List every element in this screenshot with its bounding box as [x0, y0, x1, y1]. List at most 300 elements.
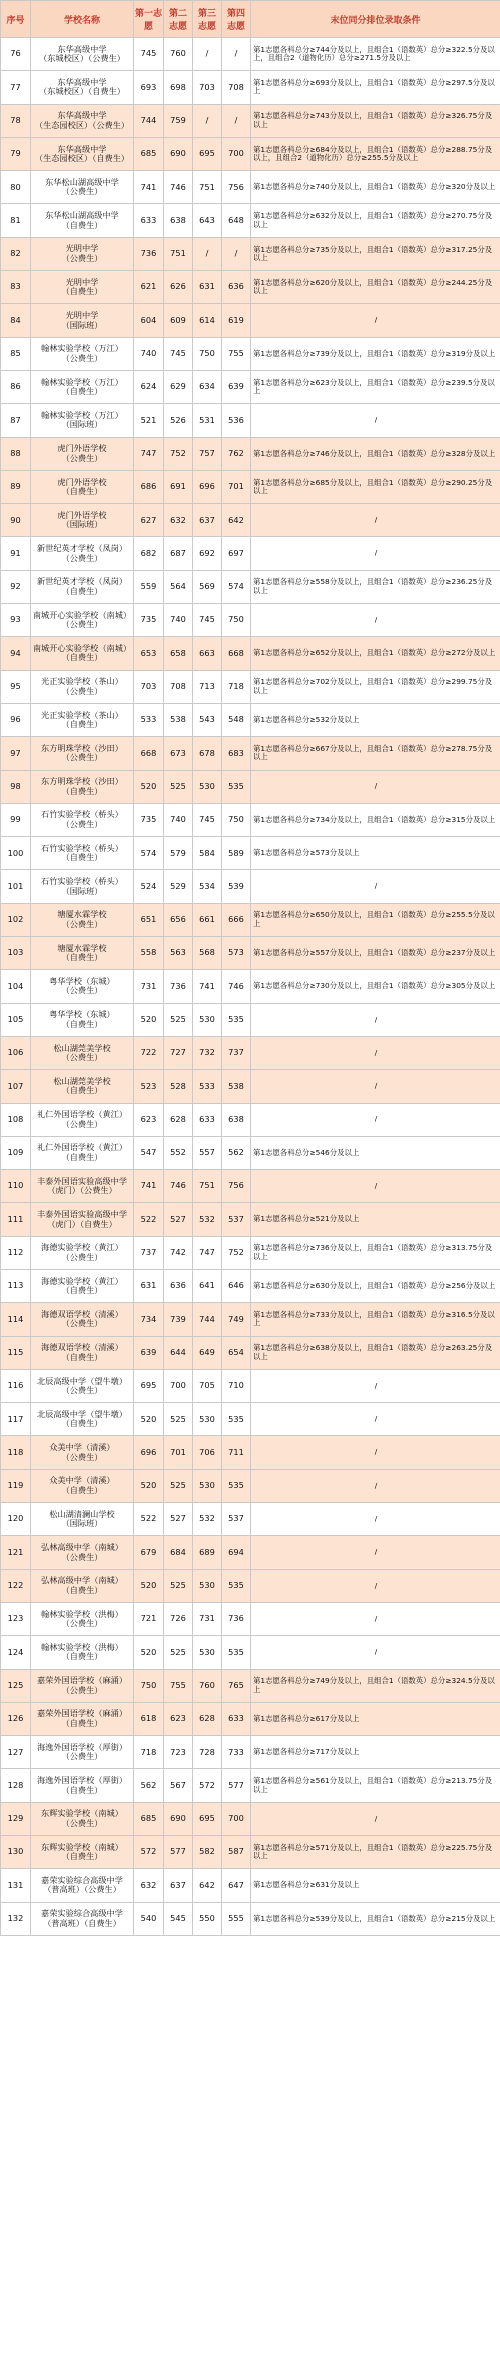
table-row	[1, 737, 500, 770]
cell-choice-1: 741	[134, 1170, 164, 1203]
cell-choice-2: 684	[164, 1536, 193, 1569]
cell-school: 东华高级中学 （生态园校区）（公费生）	[31, 104, 134, 137]
cell-index: 96	[1, 703, 31, 736]
cell-school: 松山湖莞美学校 （公费生）	[31, 1036, 134, 1069]
cell-tiebreak-condition: /	[251, 1802, 500, 1835]
cell-choice-4: 535	[222, 1003, 251, 1036]
cell-choice-1: 703	[134, 670, 164, 703]
cell-choice-2: 752	[164, 437, 193, 470]
cell-choice-4: 697	[222, 537, 251, 570]
cell-index: 76	[1, 38, 31, 71]
cell-school: 光明中学 （公费生）	[31, 237, 134, 270]
cell-index: 131	[1, 1869, 31, 1902]
cell-index: 77	[1, 71, 31, 104]
cell-choice-2: 638	[164, 204, 193, 237]
cell-tiebreak-condition: 第1志愿各科总分≥571分及以上，且组合1（语数英）总分≥225.75分及以上	[251, 1836, 500, 1869]
cell-choice-3: 557	[193, 1136, 222, 1169]
cell-tiebreak-condition: 第1志愿各科总分≥650分及以上，且组合1（语数英）总分≥255.5分及以上	[251, 903, 500, 936]
cell-tiebreak-condition: 第1志愿各科总分≥557分及以上，且组合1（语数英）总分≥237分及以上	[251, 937, 500, 970]
cell-choice-4: 718	[222, 670, 251, 703]
cell-choice-4: 752	[222, 1236, 251, 1269]
cell-tiebreak-condition: 第1志愿各科总分≥736分及以上，且组合1（语数英）总分≥313.75分及以上	[251, 1236, 500, 1269]
cell-choice-4: 538	[222, 1070, 251, 1103]
cell-index: 127	[1, 1736, 31, 1769]
cell-index: 122	[1, 1569, 31, 1602]
cell-choice-3: 642	[193, 1869, 222, 1902]
header-choice-3: 第三志愿	[193, 1, 222, 38]
cell-choice-1: 745	[134, 38, 164, 71]
cell-index: 91	[1, 537, 31, 570]
table-row	[1, 1702, 500, 1735]
cell-choice-2: 742	[164, 1236, 193, 1269]
cell-choice-4: 548	[222, 703, 251, 736]
cell-choice-2: 628	[164, 1103, 193, 1136]
cell-choice-2: 690	[164, 1802, 193, 1835]
cell-choice-2: 701	[164, 1436, 193, 1469]
cell-choice-4: 668	[222, 637, 251, 670]
cell-tiebreak-condition: 第1志愿各科总分≥735分及以上，且组合1（语数英）总分≥317.25分及以上	[251, 237, 500, 270]
cell-tiebreak-condition: 第1志愿各科总分≥561分及以上，且组合1（语数英）总分≥213.75分及以上	[251, 1769, 500, 1802]
cell-choice-2: 525	[164, 1636, 193, 1669]
cell-choice-4: 537	[222, 1503, 251, 1536]
cell-tiebreak-condition: /	[251, 1070, 500, 1103]
cell-index: 105	[1, 1003, 31, 1036]
cell-choice-3: 706	[193, 1436, 222, 1469]
cell-choice-4: 535	[222, 1469, 251, 1502]
cell-choice-1: 559	[134, 570, 164, 603]
cell-school: 礼仁外国语学校（黄江） （自费生）	[31, 1136, 134, 1169]
cell-tiebreak-condition: 第1志愿各科总分≥630分及以上，且组合1（语数英）总分≥256分及以上	[251, 1269, 500, 1302]
cell-choice-2: 528	[164, 1070, 193, 1103]
cell-choice-1: 735	[134, 803, 164, 836]
cell-choice-3: 663	[193, 637, 222, 670]
table-row	[1, 604, 500, 637]
cell-tiebreak-condition: /	[251, 504, 500, 537]
cell-choice-3: 533	[193, 1070, 222, 1103]
cell-tiebreak-condition: /	[251, 1469, 500, 1502]
cell-choice-1: 522	[134, 1203, 164, 1236]
cell-choice-4: 536	[222, 404, 251, 437]
cell-choice-3: 628	[193, 1702, 222, 1735]
cell-index: 79	[1, 137, 31, 170]
cell-index: 106	[1, 1036, 31, 1069]
cell-school: 粤华学校（东城） （公费生）	[31, 970, 134, 1003]
cell-choice-4: 737	[222, 1036, 251, 1069]
cell-choice-3: 550	[193, 1902, 222, 1935]
cell-choice-2: 538	[164, 703, 193, 736]
cell-choice-3: 530	[193, 1003, 222, 1036]
cell-choice-4: 749	[222, 1303, 251, 1336]
cell-index: 82	[1, 237, 31, 270]
cell-choice-3: 568	[193, 937, 222, 970]
cell-school: 海德双语学校（清溪） （自费生）	[31, 1336, 134, 1369]
cell-tiebreak-condition: 第1志愿各科总分≥734分及以上，且组合1（语数英）总分≥315分及以上	[251, 803, 500, 836]
cell-index: 116	[1, 1369, 31, 1402]
cell-index: 123	[1, 1602, 31, 1635]
cell-choice-4: 638	[222, 1103, 251, 1136]
cell-choice-4: 573	[222, 937, 251, 970]
cell-choice-1: 736	[134, 237, 164, 270]
table-row	[1, 1269, 500, 1302]
cell-choice-2: 526	[164, 404, 193, 437]
cell-tiebreak-condition: 第1志愿各科总分≥685分及以上，且组合1（语数英）总分≥290.25分及以上	[251, 470, 500, 503]
cell-choice-3: 572	[193, 1769, 222, 1802]
table-row	[1, 1902, 500, 1935]
cell-choice-3: 614	[193, 304, 222, 337]
cell-choice-2: 632	[164, 504, 193, 537]
table-row	[1, 837, 500, 870]
cell-school: 新世纪英才学校（凤岗） （自费生）	[31, 570, 134, 603]
cell-choice-3: 633	[193, 1103, 222, 1136]
cell-choice-4: 762	[222, 437, 251, 470]
cell-choice-3: 695	[193, 137, 222, 170]
cell-school: 东华松山湖高级中学 （公费生）	[31, 171, 134, 204]
cell-choice-4: 539	[222, 870, 251, 903]
cell-index: 92	[1, 570, 31, 603]
cell-tiebreak-condition: 第1志愿各科总分≥740分及以上，且组合1（语数英）总分≥320分及以上	[251, 171, 500, 204]
cell-choice-2: 529	[164, 870, 193, 903]
cell-school: 光正实验学校（茶山） （自费生）	[31, 703, 134, 736]
cell-index: 100	[1, 837, 31, 870]
cell-choice-2: 708	[164, 670, 193, 703]
cell-choice-3: 543	[193, 703, 222, 736]
table-row	[1, 1436, 500, 1469]
cell-choice-3: 532	[193, 1503, 222, 1536]
cell-school: 嘉荣外国语学校（麻涌） （自费生）	[31, 1702, 134, 1735]
cell-choice-3: 751	[193, 1170, 222, 1203]
cell-school: 东华高级中学 （东城校区）（公费生）	[31, 38, 134, 71]
cell-choice-3: 532	[193, 1203, 222, 1236]
table-row	[1, 770, 500, 803]
cell-choice-3: 641	[193, 1269, 222, 1302]
cell-index: 128	[1, 1769, 31, 1802]
cell-choice-2: 746	[164, 171, 193, 204]
cell-choice-4: 708	[222, 71, 251, 104]
cell-index: 86	[1, 370, 31, 403]
table-row	[1, 171, 500, 204]
cell-choice-3: 747	[193, 1236, 222, 1269]
cell-tiebreak-condition: 第1志愿各科总分≥749分及以上，且组合1（语数英）总分≥324.5分及以上	[251, 1669, 500, 1702]
cell-choice-3: 741	[193, 970, 222, 1003]
cell-tiebreak-condition: /	[251, 1403, 500, 1436]
cell-school: 东辉实验学校（南城） （公费生）	[31, 1802, 134, 1835]
cell-choice-3: 530	[193, 1636, 222, 1669]
cell-choice-4: 535	[222, 1569, 251, 1602]
cell-school: 嘉荣实验综合高级中学 （普高班）（自费生）	[31, 1902, 134, 1935]
cell-choice-4: 746	[222, 970, 251, 1003]
cell-index: 126	[1, 1702, 31, 1735]
cell-choice-3: 705	[193, 1369, 222, 1402]
cell-choice-2: 525	[164, 1569, 193, 1602]
cell-choice-2: 626	[164, 271, 193, 304]
cell-index: 117	[1, 1403, 31, 1436]
cell-index: 90	[1, 504, 31, 537]
cell-choice-1: 521	[134, 404, 164, 437]
cell-choice-4: 701	[222, 470, 251, 503]
table-row	[1, 937, 500, 970]
cell-choice-1: 679	[134, 1536, 164, 1569]
cell-tiebreak-condition: /	[251, 1503, 500, 1536]
cell-choice-1: 572	[134, 1836, 164, 1869]
cell-tiebreak-condition: /	[251, 1536, 500, 1569]
cell-choice-4: 562	[222, 1136, 251, 1169]
cell-tiebreak-condition: 第1志愿各科总分≥652分及以上，且组合1（语数英）总分≥272分及以上	[251, 637, 500, 670]
cell-school: 松山湖莞美学校 （自费生）	[31, 1070, 134, 1103]
cell-school: 东华松山湖高级中学 （自费生）	[31, 204, 134, 237]
cell-school: 丰泰外国语实验高级中学 （虎门）（自费生）	[31, 1203, 134, 1236]
cell-choice-3: 696	[193, 470, 222, 503]
cell-choice-1: 540	[134, 1902, 164, 1935]
cell-tiebreak-condition: /	[251, 1636, 500, 1669]
cell-tiebreak-condition: /	[251, 1569, 500, 1602]
cell-index: 129	[1, 1802, 31, 1835]
cell-choice-4: 683	[222, 737, 251, 770]
cell-choice-2: 552	[164, 1136, 193, 1169]
cell-index: 102	[1, 903, 31, 936]
cell-choice-3: 751	[193, 171, 222, 204]
cell-tiebreak-condition: 第1志愿各科总分≥632分及以上，且组合1（语数英）总分≥270.75分及以上	[251, 204, 500, 237]
table-row	[1, 1636, 500, 1669]
cell-choice-2: 527	[164, 1203, 193, 1236]
cell-choice-1: 740	[134, 337, 164, 370]
cell-choice-1: 653	[134, 637, 164, 670]
cell-choice-2: 525	[164, 770, 193, 803]
cell-choice-2: 525	[164, 1403, 193, 1436]
cell-choice-2: 637	[164, 1869, 193, 1902]
cell-tiebreak-condition: /	[251, 1436, 500, 1469]
cell-choice-2: 656	[164, 903, 193, 936]
cell-choice-4: 700	[222, 1802, 251, 1835]
cell-school: 翰林实验学校（洪梅） （自费生）	[31, 1636, 134, 1669]
cell-index: 114	[1, 1303, 31, 1336]
cell-school: 北辰高级中学（望牛墩） （自费生）	[31, 1403, 134, 1436]
cell-index: 119	[1, 1469, 31, 1502]
table-row	[1, 1469, 500, 1502]
cell-choice-1: 682	[134, 537, 164, 570]
cell-choice-4: 756	[222, 171, 251, 204]
cell-choice-4: 633	[222, 1702, 251, 1735]
cell-choice-1: 639	[134, 1336, 164, 1369]
cell-tiebreak-condition: /	[251, 1036, 500, 1069]
header-tiebreak-condition: 末位同分排位录取条件	[251, 1, 500, 38]
cell-index: 115	[1, 1336, 31, 1369]
cell-choice-4: 642	[222, 504, 251, 537]
cell-index: 124	[1, 1636, 31, 1669]
cell-tiebreak-condition: 第1志愿各科总分≥693分及以上，且组合1（语数英）总分≥297.5分及以上	[251, 71, 500, 104]
cell-school: 翰林实验学校（万江） （自费生）	[31, 370, 134, 403]
cell-school: 东华高级中学 （东城校区）（自费生）	[31, 71, 134, 104]
cell-choice-2: 740	[164, 803, 193, 836]
cell-choice-3: 661	[193, 903, 222, 936]
cell-choice-2: 726	[164, 1602, 193, 1635]
cell-index: 99	[1, 803, 31, 836]
table-row	[1, 370, 500, 403]
cell-index: 80	[1, 171, 31, 204]
cell-choice-4: 619	[222, 304, 251, 337]
table-row	[1, 1769, 500, 1802]
cell-tiebreak-condition: 第1志愿各科总分≥743分及以上，且组合1（语数英）总分≥326.75分及以上	[251, 104, 500, 137]
cell-choice-1: 685	[134, 1802, 164, 1835]
cell-choice-1: 523	[134, 1070, 164, 1103]
header-choice-4: 第四志愿	[222, 1, 251, 38]
cell-school: 海逸外国语学校（厚街） （公费生）	[31, 1736, 134, 1769]
cell-tiebreak-condition: /	[251, 1170, 500, 1203]
table-row	[1, 1536, 500, 1569]
cell-choice-2: 545	[164, 1902, 193, 1935]
cell-index: 104	[1, 970, 31, 1003]
cell-choice-1: 624	[134, 370, 164, 403]
table-row	[1, 470, 500, 503]
cell-index: 101	[1, 870, 31, 903]
cell-index: 84	[1, 304, 31, 337]
cell-choice-4: 636	[222, 271, 251, 304]
cell-tiebreak-condition: 第1志愿各科总分≥631分及以上	[251, 1869, 500, 1902]
table-row	[1, 38, 500, 71]
cell-choice-4: 537	[222, 1203, 251, 1236]
table-row	[1, 1236, 500, 1269]
cell-choice-4: 535	[222, 770, 251, 803]
table-row	[1, 1802, 500, 1835]
cell-choice-3: 744	[193, 1303, 222, 1336]
cell-school: 东方明珠学校（沙田） （公费生）	[31, 737, 134, 770]
table-row	[1, 1303, 500, 1336]
cell-choice-2: 723	[164, 1736, 193, 1769]
cell-school: 南城开心实验学校（南城） （公费生）	[31, 604, 134, 637]
cell-choice-2: 759	[164, 104, 193, 137]
cell-tiebreak-condition: 第1志愿各科总分≥684分及以上，且组合1（语数英）总分≥288.75分及以上，且组合2（道物化历）总分≥255.5分及以上	[251, 137, 500, 170]
cell-choice-4: 733	[222, 1736, 251, 1769]
cell-school: 众美中学（清溪） （公费生）	[31, 1436, 134, 1469]
cell-choice-2: 609	[164, 304, 193, 337]
cell-choice-2: 525	[164, 1003, 193, 1036]
table-row	[1, 1070, 500, 1103]
table-row	[1, 1403, 500, 1436]
cell-choice-4: 750	[222, 803, 251, 836]
table-row	[1, 1203, 500, 1236]
cell-choice-3: 643	[193, 204, 222, 237]
cell-choice-1: 533	[134, 703, 164, 736]
cell-choice-2: 740	[164, 604, 193, 637]
cell-index: 110	[1, 1170, 31, 1203]
cell-choice-4: /	[222, 237, 251, 270]
cell-choice-3: 569	[193, 570, 222, 603]
cell-choice-3: 760	[193, 1669, 222, 1702]
cell-choice-3: 750	[193, 337, 222, 370]
cell-choice-2: 736	[164, 970, 193, 1003]
table-row	[1, 570, 500, 603]
cell-choice-4: 535	[222, 1403, 251, 1436]
table-row	[1, 670, 500, 703]
cell-tiebreak-condition: /	[251, 1602, 500, 1635]
cell-school: 嘉荣实验综合高级中学 （普高班）（公费生）	[31, 1869, 134, 1902]
cell-choice-2: 700	[164, 1369, 193, 1402]
cell-choice-2: 673	[164, 737, 193, 770]
cell-choice-1: 623	[134, 1103, 164, 1136]
table-row	[1, 970, 500, 1003]
cell-index: 121	[1, 1536, 31, 1569]
cell-school: 光明中学 （国际班）	[31, 304, 134, 337]
cell-choice-1: 520	[134, 1469, 164, 1502]
cell-choice-1: 520	[134, 1569, 164, 1602]
cell-school: 丰泰外国语实验高级中学 （虎门）（公费生）	[31, 1170, 134, 1203]
table-row	[1, 1869, 500, 1902]
cell-tiebreak-condition: 第1志愿各科总分≥744分及以上，且组合1（语数英）总分≥322.5分及以上，且组合2（道物化历）总分≥271.5分及以上	[251, 38, 500, 71]
cell-choice-2: 698	[164, 71, 193, 104]
cell-choice-2: 690	[164, 137, 193, 170]
table-row	[1, 237, 500, 270]
cell-school: 石竹实验学校（桥头） （国际班）	[31, 870, 134, 903]
cell-choice-2: 746	[164, 1170, 193, 1203]
cell-choice-1: 604	[134, 304, 164, 337]
cell-tiebreak-condition: /	[251, 770, 500, 803]
cell-index: 88	[1, 437, 31, 470]
cell-choice-1: 731	[134, 970, 164, 1003]
cell-choice-4: 765	[222, 1669, 251, 1702]
table-row	[1, 1836, 500, 1869]
cell-choice-3: 703	[193, 71, 222, 104]
cell-choice-3: 745	[193, 803, 222, 836]
cell-choice-4: 577	[222, 1769, 251, 1802]
cell-choice-2: 691	[164, 470, 193, 503]
cell-school: 海逸外国语学校（厚街） （自费生）	[31, 1769, 134, 1802]
cell-choice-4: 700	[222, 137, 251, 170]
cell-index: 108	[1, 1103, 31, 1136]
cell-tiebreak-condition: /	[251, 1003, 500, 1036]
cell-index: 113	[1, 1269, 31, 1302]
cell-school: 塘厦水霖学校 （自费生）	[31, 937, 134, 970]
table-row	[1, 1736, 500, 1769]
cell-choice-1: 631	[134, 1269, 164, 1302]
cell-tiebreak-condition: 第1志愿各科总分≥667分及以上，且组合1（语数英）总分≥278.75分及以上	[251, 737, 500, 770]
table-row	[1, 1503, 500, 1536]
cell-tiebreak-condition: 第1志愿各科总分≥730分及以上，且组合1（语数英）总分≥305分及以上	[251, 970, 500, 1003]
cell-choice-4: 711	[222, 1436, 251, 1469]
table-row	[1, 1336, 500, 1369]
table-row	[1, 870, 500, 903]
cell-choice-1: 651	[134, 903, 164, 936]
cell-tiebreak-condition: 第1志愿各科总分≥702分及以上，且组合1（语数英）总分≥299.75分及以上	[251, 670, 500, 703]
cell-index: 97	[1, 737, 31, 770]
cell-choice-1: 524	[134, 870, 164, 903]
cell-school: 弘林高级中学（南城） （自费生）	[31, 1569, 134, 1602]
cell-index: 95	[1, 670, 31, 703]
cell-choice-1: 618	[134, 1702, 164, 1735]
cell-index: 87	[1, 404, 31, 437]
cell-choice-2: 745	[164, 337, 193, 370]
cell-choice-2: 644	[164, 1336, 193, 1369]
table-row	[1, 271, 500, 304]
table-row	[1, 803, 500, 836]
cell-tiebreak-condition: 第1志愿各科总分≥620分及以上，且组合1（语数英）总分≥244.25分及以上	[251, 271, 500, 304]
cell-choice-3: /	[193, 237, 222, 270]
cell-choice-2: 751	[164, 237, 193, 270]
table-row	[1, 1369, 500, 1402]
cell-tiebreak-condition: /	[251, 870, 500, 903]
cell-choice-1: 734	[134, 1303, 164, 1336]
cell-tiebreak-condition: 第1志愿各科总分≥558分及以上，且组合1（语数英）总分≥236.25分及以上	[251, 570, 500, 603]
cell-choice-2: 577	[164, 1836, 193, 1869]
cell-choice-2: 739	[164, 1303, 193, 1336]
cell-index: 125	[1, 1669, 31, 1702]
cell-index: 111	[1, 1203, 31, 1236]
cell-choice-1: 520	[134, 1003, 164, 1036]
table-row	[1, 1003, 500, 1036]
cell-tiebreak-condition: 第1志愿各科总分≥532分及以上	[251, 703, 500, 736]
cell-choice-1: 693	[134, 71, 164, 104]
cell-choice-1: 696	[134, 1436, 164, 1469]
cell-tiebreak-condition: 第1志愿各科总分≥539分及以上，且组合1（语数英）总分≥215分及以上	[251, 1902, 500, 1935]
cell-school: 松山湖清澜山学校 （国际班）	[31, 1503, 134, 1536]
